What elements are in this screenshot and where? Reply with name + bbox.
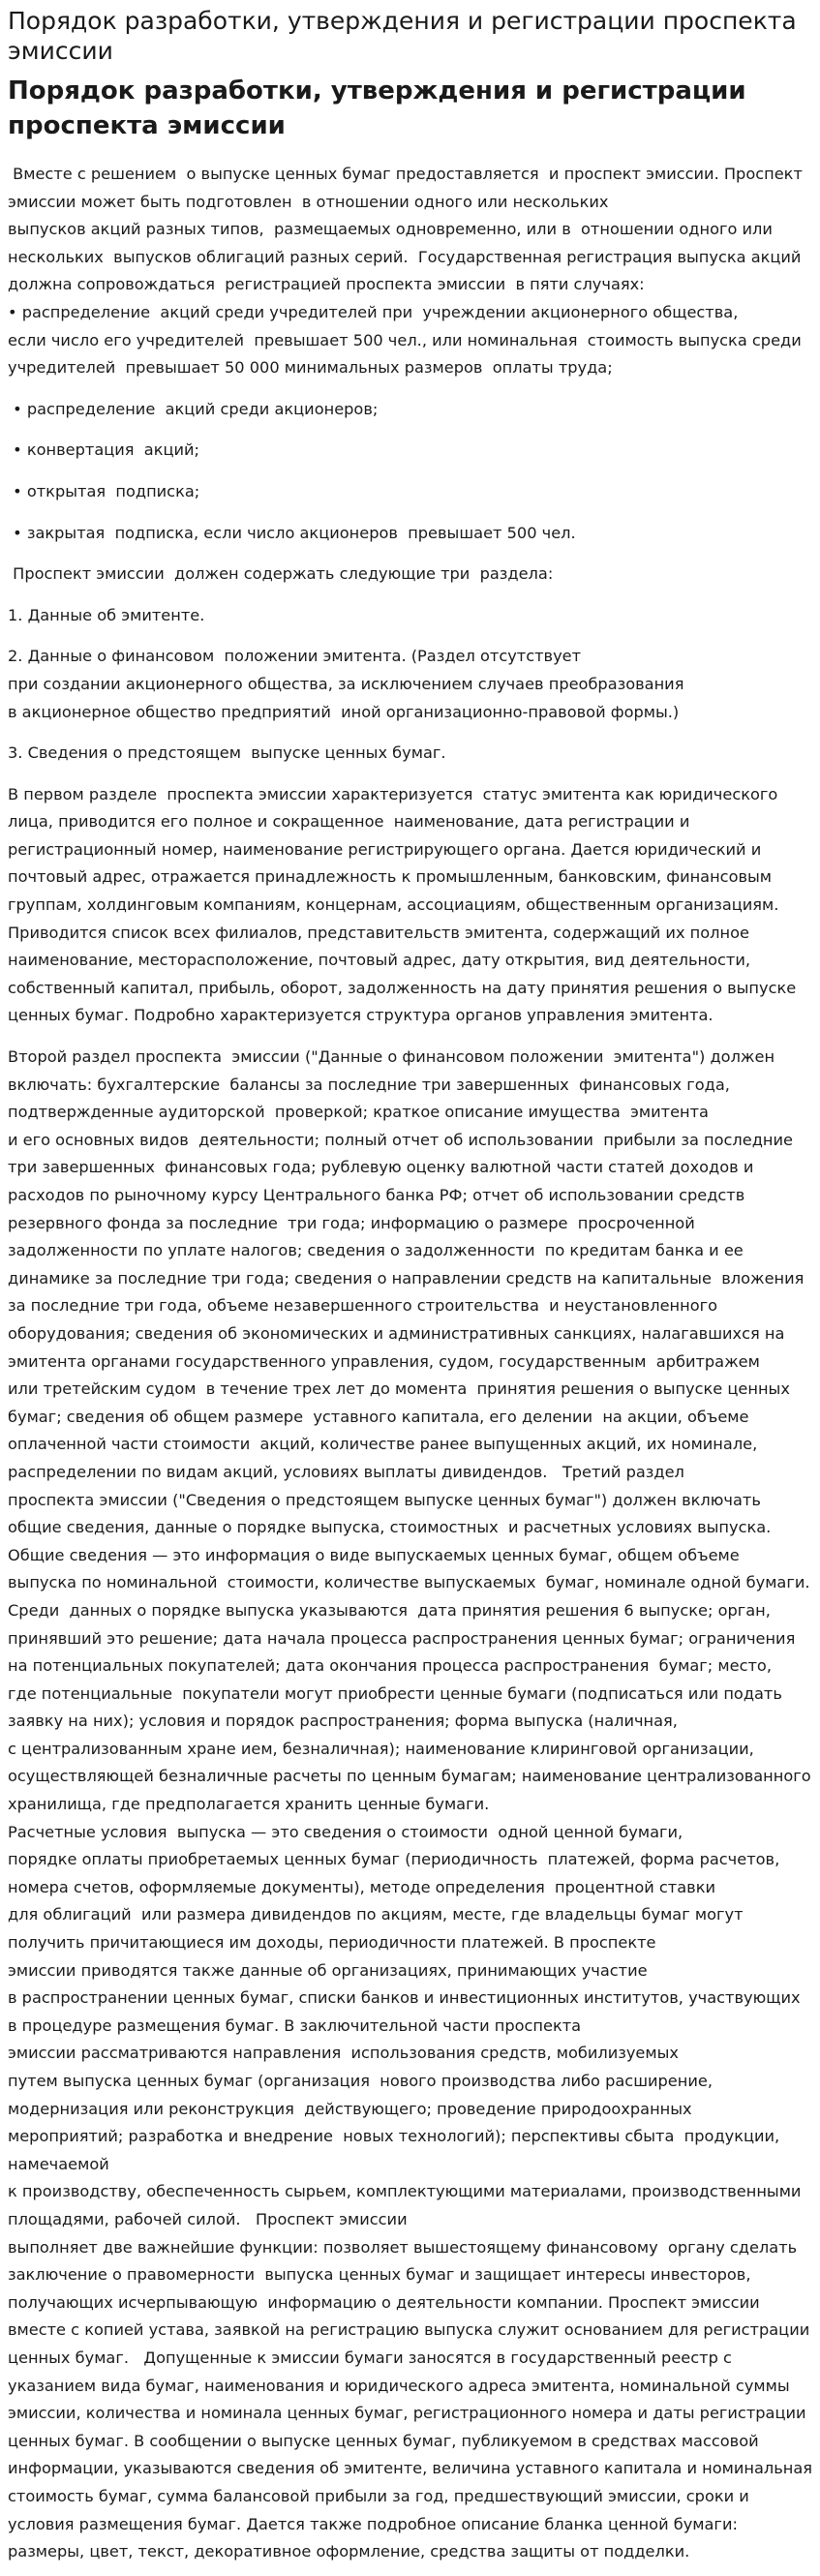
list-item-conversion: • конвертация акций; <box>8 440 200 460</box>
article-body <box>8 161 812 2566</box>
list-item-open-subscription: • открытая подписка; <box>8 481 200 500</box>
page-title: Порядок разработки, утверждения и регистрации проспекта эмиссии <box>8 7 797 65</box>
section-item-1: 1. Данные об эмитенте. <box>8 605 205 624</box>
list-item-distribution: • распределение акций среди акционеров; <box>8 399 379 418</box>
paragraph-first-section: В первом разделе проспекта эмиссии характеризуется статус эмитента как юридического лица, приводится его полное и сокращенное наименование, дата регистрации и регистрационный номер, наименование регистрирующего органа. Дается юридический и почтовый адрес, отражается принадлежность к промышленным, банковским, финансовым группам, холдинговым компаниям, концернам, ассоциациям, общественным организациям. Приводится список всех филиалов, представительств эмитента, содержащий их полное наименование, месторасположение, почтовый адрес, дату открытия, вид деятельности, собственный капитал, прибыль, оборот, задолженность на дату принятия решения о выпуске ценных бумаг. Подробно характеризуется структура органов управления эмитента. <box>8 784 802 1025</box>
paragraph-second-third-section: Второй раздел проспекта эмиссии ("Данные о финансовом положении эмитента") должен включать: бухгалтерские балансы за последние три завершенных финансовых года, подтвержденные аудиторской проверкой; краткое описание имущества эмитента и его основных видов деятельности; полный отчет об использовании прибыли за последние три завершенных финансовых года; рублевую оценку валютной части статей доходов и расходов по рыночному курсу Центрального банка РФ; отчет об использовании средств резервного фонда за последние три года; информацию о размере просроченной задолженности по уплате налогов; сведения о задолженности по кредитам банка и ее динамике за последние три года; сведения о направлении средств на капитальные вложения за последние три года, объеме незавершенного строительства и неустановленного оборудования; сведения об экономических и административных санкциях, налагавшихся на эмитента органами государственного управления, судом, государственным арбитражем или третейским судом в течение трех лет до момента принятия решения о выпуске ценных бумаг; сведения об общем размере уставного капитала, его делении на акции, объеме оплаченной части стоимости акций, количестве ранее выпущенных акций, их номинале, распределении по видам акций, условиях выплаты дивидендов. Третий раздел проспекта эмиссии ("Сведения о предстоящем выпуске ценных бумаг") должен включать общие сведения, данные о порядке выпуска, стоимостных и расчетных условиях выпуска. Общие сведения — это информация о виде выпускаемых ценных бумаг, общем объеме выпуска по номинальной стоимости, количестве выпускаемых бумаг, номинале одной бумаги. Среди данных о порядке выпуска указываются дата принятия решения 6 выпуске; орган, принявший это решение; дата начала процесса распространения ценных бумаг; ограничения на потенциальных покупателей; дата окончания процесса распространения бумаг; место, где потенциальные покупатели могут приобрести ценные бумаги (подписаться или подать заявку на них); условия и порядок распространения; форма выпуска (наличная, с централизованным хране ием, безналичная); наименование клиринговой организации, осуществляющей безналичные расчеты по ценным бумагам; наименование централизованного хранилища, где предполагается хранить ценные бумаги. Расчетные условия выпуска — это сведения о стоимости одной ценной бумаги, порядке оплаты приобретаемых ценных бумаг (периодичность платежей, форма расчетов, номера счетов, оформляемые документы), методе определения процентной ставки для облигаций или размера дивидендов по акциям, месте, где владельцы бумаг могут получить причитающиеся им доходы, периодичности платежей. В проспекте эмиссии приводятся также данные об организациях, принимающих участие в распространении ценных бумаг, списки банков и инвестиционных институтов, участвующих в процедуре размещения бумаг. В заключительной части проспекта эмиссии рассматриваются направления использования средств, мобилизуемых путем выпуска ценных бумаг (организация нового производства либо расширение, модернизация или реконструкция действующего; проведение природоохранных мероприятий; разработка и внедрение новых технологий); перспективы сбыта продукции, намечаемой к производству, обеспеченность сырьем, комплектующими материалами, производственными площадями, рабочей силой. Проспект эмиссии выполняет две важнейшие функции: позволяет вышестоящему финансовому органу сделать заключение о правомерности выпуска ценных бумаг и защищает интересы инвесторов, получающих исчерпывающую информацию о деятельности компании. Проспект эмиссии вместе с копией устава, заявкой на регистрацию выпуска служит основанием для регистрации ценных бумаг. Допущенные к эмиссии бумаги заносятся в государственный реестр с указанием вида бумаг, наименования и юридического адреса эмитента, номинальной суммы эмиссии, количества и номинала ценных бумаг, регистрационного номера и даты регистрации ценных бумаг. В сообщении о выпуске ценных бумаг, публикуемом в средствах массовой информации, указываются сведения об эмитенте, величина уставного капитала и номинальная стоимость бумаг, сумма балансовой прибыли за год, предшествующий эмиссии, сроки и условия размещения бумаг. Дается также подробное описание бланка ценной бумаги: размеры, цвет, текст, декоративное оформление, средства защиты от подделки. <box>8 1047 812 2561</box>
section-item-3: 3. Сведения о предстоящем выпуске ценных бумаг. <box>8 743 446 763</box>
paragraph-intro: Вместе с решением о выпуске ценных бумаг предоставляется и проспект эмиссии. Проспект эмиссии может быть подготовлен в отношении одного или нескольких выпусков акций разных типов, размещаемых одновременно, или в отношении одного или нескольких выпусков облигаций разных серий. Государственная регистрация выпуска акций должна сопровождаться регистрацией проспекта эмиссии в пяти случаях: • распределение акций среди учредителей при учреждении акционерного общества, если число его учредителей превышает 500 чел., или номинальная стоимость выпуска среди учредителей превышает 50 000 минимальных размеров оплаты труда; <box>8 165 803 378</box>
article-heading: Порядок разработки, утверждения и регистрации проспекта эмиссии <box>8 76 746 140</box>
list-item-closed-subscription: • закрытая подписка, если число акционеров превышает 500 чел. <box>8 523 576 542</box>
paragraph-sections-intro: Проспект эмиссии должен содержать следующие три раздела: <box>8 564 554 584</box>
section-item-2: 2. Данные о финансовом положении эмитента. (Раздел отсутствует при создании акционерного общества, за исключением случаев преобразования в акционерное общество предприятий иной организационно-правовой формы.) <box>8 647 684 721</box>
